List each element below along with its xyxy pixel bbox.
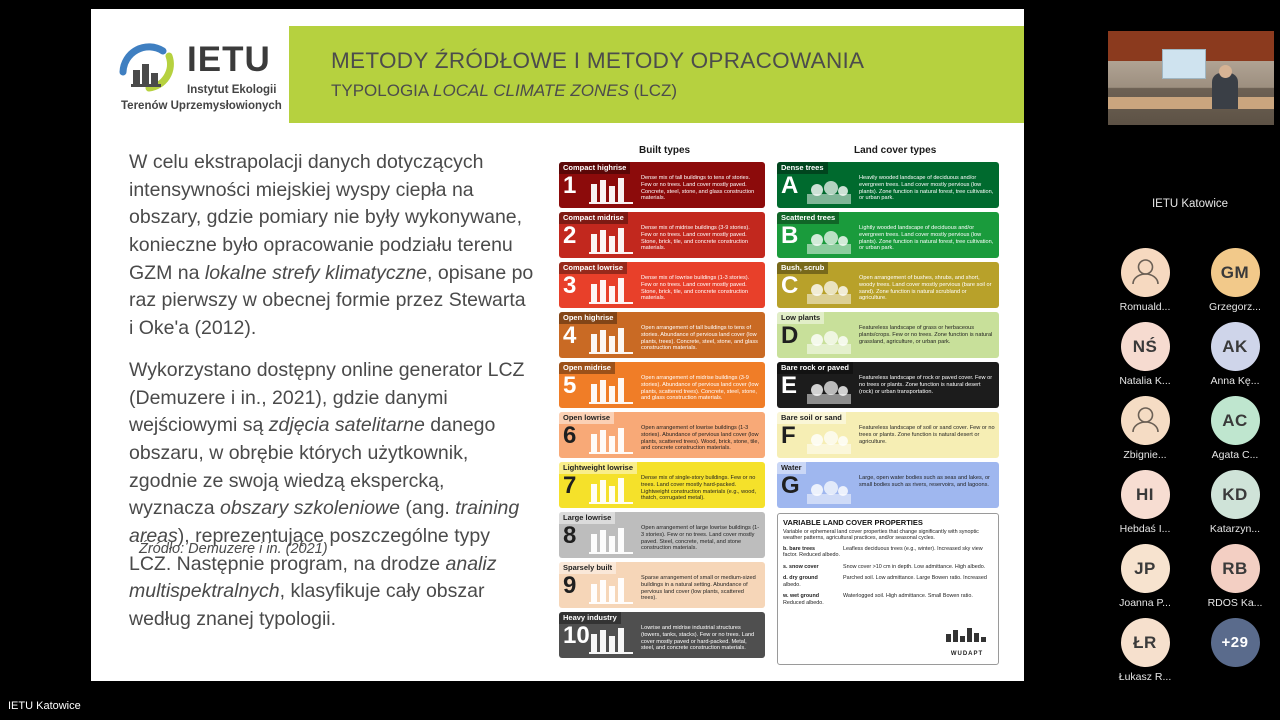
lcz-row-7	[559, 462, 765, 508]
lcz-description: Heavily wooded landscape of deciduous and/or evergreen trees. Land cover mostly pervious (low plants). Zone function is natural forest, tree cultivation, or urban park.	[859, 175, 994, 202]
p2-c: danego obszaru, w obrębie których użytkownik, zgodnie ze swoją wiedzą ekspercką, wyznacza	[129, 414, 496, 520]
lcz-number: 1	[563, 172, 577, 199]
lcz-glyph-icon	[807, 176, 851, 204]
lcz-number: A	[781, 172, 799, 199]
lcz-description: Featureless landscape of grass or herbaceous plants/crops. Few or no trees. Zone function is natural grassland, agriculture, or urban park.	[859, 325, 993, 345]
lcz-description: Open arrangement of large lowrise buildings (1-3 stories). Few or no trees. Land cover mostly paved. Steel, concrete, metal, and stone construction materials.	[641, 525, 760, 552]
variable-key: d. dry ground	[783, 575, 818, 582]
lcz-glyph-icon	[807, 326, 851, 354]
p2-h: analiz multispektralnych	[129, 552, 497, 603]
variable-key: b. bare trees	[783, 545, 816, 552]
lcz-row-8	[559, 512, 765, 558]
variable-land-cover-box	[777, 513, 999, 665]
participant-rail	[1100, 0, 1280, 720]
participant-name: Natalia K...	[1119, 375, 1171, 387]
built-types-column	[559, 162, 765, 662]
lcz-number: F	[781, 422, 796, 449]
logo-mark-icon	[119, 42, 181, 92]
lcz-glyph-icon	[807, 276, 851, 304]
variable-value: Snow cover >10 cm in depth. Low admittance. High albedo.	[843, 563, 986, 570]
land-cover-column	[777, 162, 999, 665]
participant-tile[interactable]	[1100, 618, 1190, 683]
variable-box-subtitle: Variable or ephemeral land cover properties that change significantly with synoptic weather patterns, agricultural practices, and/or seasonal cycles.	[783, 529, 979, 542]
participant-name: Joanna P...	[1119, 597, 1171, 609]
lcz-number: G	[781, 472, 800, 499]
participant-grid	[1100, 248, 1280, 692]
variable-row	[783, 593, 993, 606]
lcz-row-A	[777, 162, 999, 208]
lcz-description: Open arrangement of lowrise buildings (1-3 stories). Abundance of pervious land cover (low plants, scattered trees). Wood, brick, stone, tile, and concrete construction materials.	[641, 425, 760, 452]
lcz-description: Featureless landscape of rock or paved cover. Few or no trees or plants. Zone function is natural desert (rock) or urban transportation.	[859, 375, 993, 395]
avatar: HI	[1121, 470, 1170, 519]
participant-name: Anna Kę...	[1210, 375, 1260, 387]
lcz-row-1	[559, 162, 765, 208]
subtitle-italic: LOCAL CLIMATE ZONES	[433, 81, 629, 100]
participant-name: Romuald...	[1119, 301, 1171, 313]
lcz-number: 10	[563, 622, 590, 649]
video-table	[1108, 97, 1274, 109]
p2-b: zdjęcia satelitarne	[268, 414, 425, 437]
subtitle-prefix: TYPOLOGIA	[331, 81, 434, 100]
stage-participant-name: IETU Katowice	[8, 700, 81, 712]
lcz-row-B	[777, 212, 999, 258]
lcz-row-E	[777, 362, 999, 408]
lcz-row-C	[777, 262, 999, 308]
avatar: AK	[1211, 322, 1260, 371]
slide-header	[91, 26, 1024, 123]
logo-title: IETU	[187, 40, 271, 79]
participant-name: Grzegorz...	[1209, 301, 1261, 313]
video-projection-screen	[1162, 49, 1206, 79]
participant-tile[interactable]	[1100, 544, 1190, 609]
p2-e: (ang.	[399, 497, 456, 520]
lcz-figure	[559, 145, 999, 670]
lcz-glyph-icon	[589, 526, 633, 554]
lcz-row-10	[559, 612, 765, 658]
lcz-caption: Open highrise	[559, 312, 617, 324]
avatar: NŚ	[1121, 322, 1170, 371]
lcz-number: 6	[563, 422, 577, 449]
participant-name: Zbignie...	[1123, 449, 1167, 461]
participant-row	[1100, 544, 1280, 618]
p2-f: training areas	[129, 497, 520, 547]
wudapt-label: WUDAPT	[950, 651, 984, 657]
lcz-caption: Heavy industry	[559, 612, 621, 624]
lcz-caption: Large lowrise	[559, 512, 615, 524]
lcz-number: 3	[563, 272, 577, 299]
paragraph-2	[129, 357, 534, 634]
lcz-description: Open arrangement of bushes, shrubs, and short, woody trees. Land cover mostly pervious (bare soil or sand). Zone function is natural scrubland or agriculture.	[859, 275, 992, 302]
slide-title: METODY ŹRÓDŁOWE I METODY OPRACOWANIA	[331, 48, 865, 73]
lcz-description: Dense mix of single-story buildings. Few or no trees. Land cover mostly hard-packed. Lightweight construction materials (e.g., wood, thatch, corrugated metal).	[641, 475, 757, 502]
lcz-glyph-icon	[589, 376, 633, 404]
lcz-description: Large, open water bodies such as seas and lakes, or small bodies such as rivers, reservoirs, and lagoons.	[859, 475, 990, 488]
lcz-caption: Water	[777, 462, 806, 474]
participant-name: Katarzyn...	[1209, 523, 1261, 535]
lcz-caption: Compact midrise	[559, 212, 628, 224]
participant-tile[interactable]	[1100, 248, 1190, 313]
lcz-caption: Sparsely built	[559, 562, 616, 574]
participant-name: Agata C...	[1211, 449, 1259, 461]
lcz-number: 9	[563, 572, 577, 599]
self-tile-label: IETU Katowice	[1151, 198, 1229, 210]
lcz-caption: Open lowrise	[559, 412, 614, 424]
avatar: RB	[1211, 544, 1260, 593]
participant-tile[interactable]	[1190, 396, 1280, 461]
lcz-row-5	[559, 362, 765, 408]
participant-row	[1100, 470, 1280, 544]
person-icon	[1121, 248, 1170, 297]
avatar: JP	[1121, 544, 1170, 593]
lcz-row-2	[559, 212, 765, 258]
lcz-glyph-icon	[807, 476, 851, 504]
p1-a: W celu ekstrapolacji danych dotyczących intensywności miejskiej wyspy ciepła na obszary, gdzie pomiary nie były wykonywane, konieczne było opracowanie podziału terenu GZM na	[129, 151, 523, 284]
lcz-glyph-icon	[589, 426, 633, 454]
slide-body-text	[129, 149, 534, 648]
wudapt-logo	[944, 626, 990, 660]
p1-b: lokalne strefy klimatyczne	[204, 261, 428, 284]
lcz-description: Open arrangement of midrise buildings (3-9 stories). Abundance of pervious land cover (low plants, scattered trees). Concrete, steel, stone, and glass construction materials.	[641, 375, 759, 402]
lcz-caption: Compact highrise	[559, 162, 630, 174]
participant-tile[interactable]	[1100, 396, 1190, 461]
figure-column-headers	[559, 145, 999, 159]
lcz-number: B	[781, 222, 799, 249]
lcz-number: 4	[563, 322, 577, 349]
wudapt-bars-icon	[944, 626, 990, 642]
lcz-caption: Scattered trees	[777, 212, 839, 224]
video-person-body	[1212, 73, 1238, 109]
lcz-caption: Low plants	[777, 312, 824, 324]
participant-row	[1100, 618, 1280, 692]
lcz-glyph-icon	[807, 226, 851, 254]
participant-row	[1100, 396, 1280, 470]
lcz-glyph-icon	[589, 576, 633, 604]
participant-name: Łukasz R...	[1118, 671, 1172, 683]
lcz-caption: Open midrise	[559, 362, 615, 374]
lcz-description: Dense mix of midrise buildings (3-9 stories). Few or no trees. Land cover mostly paved. Stone, brick, tile, and concrete construction materials.	[641, 225, 750, 252]
lcz-row-6	[559, 412, 765, 458]
lcz-description: Lightly wooded landscape of deciduous and/or evergreen trees. Land cover mostly pervious (low plants). Zone function is natural forest, tree cultivation, or urban park.	[859, 225, 994, 252]
lcz-caption: Bush, scrub	[777, 262, 828, 274]
p2-d: obszary szkoleniowe	[220, 497, 400, 520]
lcz-description: Lowrise and midrise industrial structures (towers, tanks, stacks). Few or no trees. Land cover mostly paved or hard-packed. Metal, steel, and concrete construction materials.	[641, 625, 755, 652]
lcz-number: D	[781, 322, 799, 349]
lcz-caption: Compact lowrise	[559, 262, 627, 274]
slide-title-band	[289, 26, 1024, 123]
variable-row	[783, 575, 993, 588]
paragraph-1	[129, 149, 534, 343]
participant-overflow[interactable]	[1190, 618, 1280, 671]
participant-tile[interactable]	[1190, 248, 1280, 313]
p1-c: , opisane po raz pierwszy w obecnej formie przez Stewarta i Oke'a (2012).	[129, 261, 534, 340]
ietu-logo	[119, 40, 314, 120]
variable-value: Leafless deciduous trees (e.g., winter). Increased sky view factor. Reduced albedo.	[783, 545, 983, 559]
variable-value: Parched soil. Low admittance. Large Bowen ratio. Increased albedo.	[783, 575, 987, 588]
lcz-glyph-icon	[807, 426, 851, 454]
participant-tile[interactable]	[1190, 470, 1280, 535]
lcz-description: Dense mix of tall buildings to tens of stories. Few or no trees. Land cover mostly paved. Concrete, steel, stone, and glass construction materials.	[641, 175, 755, 202]
lcz-glyph-icon	[589, 226, 633, 254]
variable-key: w. wet ground	[783, 593, 820, 600]
lcz-row-4	[559, 312, 765, 358]
built-types-header: Built types	[639, 145, 691, 156]
participant-row	[1100, 322, 1280, 396]
participant-name: Hebdaś I...	[1119, 523, 1171, 535]
video-person-head	[1219, 65, 1232, 78]
subtitle-suffix: (LCZ)	[628, 81, 678, 100]
variable-key: s. snow cover	[783, 563, 819, 570]
participant-tile[interactable]	[1190, 544, 1280, 609]
variable-box-title: VARIABLE LAND COVER PROPERTIES	[783, 518, 923, 527]
person-icon	[1121, 396, 1170, 445]
lcz-number: C	[781, 272, 799, 299]
figure-source: Źródło: Demuzere i in. (2021)	[139, 541, 328, 557]
lcz-number: 7	[563, 472, 577, 499]
lcz-row-F	[777, 412, 999, 458]
lcz-caption: Bare soil or sand	[777, 412, 846, 424]
avatar: GM	[1211, 248, 1260, 297]
participant-name: RDOS Ka...	[1207, 597, 1263, 609]
participant-tile[interactable]	[1100, 322, 1190, 387]
slide	[91, 9, 1024, 681]
participant-tile[interactable]	[1100, 470, 1190, 535]
avatar: ŁR	[1121, 618, 1170, 667]
variable-row	[783, 564, 993, 570]
logo-subtitle-1: Instytut Ekologii	[187, 84, 277, 96]
lcz-glyph-icon	[589, 176, 633, 204]
lcz-number: E	[781, 372, 798, 399]
avatar: AC	[1211, 396, 1260, 445]
lcz-caption: Bare rock or paved	[777, 362, 853, 374]
lcz-glyph-icon	[589, 276, 633, 304]
lcz-caption: Dense trees	[777, 162, 828, 174]
p2-i: , klasyfikuje cały obszar według znanej typologii.	[129, 580, 485, 630]
participant-row	[1100, 248, 1280, 322]
lcz-number: 5	[563, 372, 577, 399]
avatar: KD	[1211, 470, 1260, 519]
lcz-description: Featureless landscape of soil or sand cover. Few or no trees or plants. Zone function is natural desert or agriculture.	[859, 425, 995, 445]
variable-value: Waterlogged soil. High admittance. Small Bowen ratio. Reduced albedo.	[783, 593, 973, 606]
person-avatar-icon	[1121, 396, 1170, 445]
lcz-row-G	[777, 462, 999, 508]
lcz-row-D	[777, 312, 999, 358]
avatar: +29	[1211, 618, 1260, 667]
lcz-number: 2	[563, 222, 577, 249]
lcz-caption: Lightweight lowrise	[559, 462, 637, 474]
p2-a: Wykorzystano dostępny online generator LCZ (Demuzere i in., 2021), gdzie danymi wejściowymi są	[129, 358, 525, 437]
lcz-description: Sparse arrangement of small or medium-sized buildings in a natural setting. Abundance of pervious land cover (low plants, scattered trees).	[641, 575, 756, 602]
p2-g: ), reprezentujące poszczególne typy LCZ. Następnie program, na drodze	[129, 524, 490, 575]
lcz-glyph-icon	[807, 376, 851, 404]
lcz-glyph-icon	[589, 626, 633, 654]
participant-tile[interactable]	[1190, 322, 1280, 387]
lcz-description: Open arrangement of tall buildings to tens of stories. Abundance of pervious land cover (low plants, trees). Concrete, steel, stone, and glass construction materials.	[641, 325, 758, 352]
lcz-row-9	[559, 562, 765, 608]
lcz-glyph-icon	[589, 326, 633, 354]
lcz-glyph-icon	[589, 476, 633, 504]
lcz-number: 8	[563, 522, 577, 549]
person-avatar-icon	[1121, 248, 1170, 297]
lcz-row-3	[559, 262, 765, 308]
logo-subtitle-2: Terenów Uprzemysłowionych	[121, 100, 282, 112]
slide-subtitle	[331, 81, 677, 101]
lcz-description: Dense mix of lowrise buildings (1-3 stories). Few or no trees. Land cover mostly paved. Stone, brick, tile, and concrete construction materials.	[641, 275, 750, 302]
self-video-tile[interactable]	[1108, 31, 1274, 125]
land-cover-types-header: Land cover types	[854, 145, 937, 156]
variable-row	[783, 546, 993, 559]
